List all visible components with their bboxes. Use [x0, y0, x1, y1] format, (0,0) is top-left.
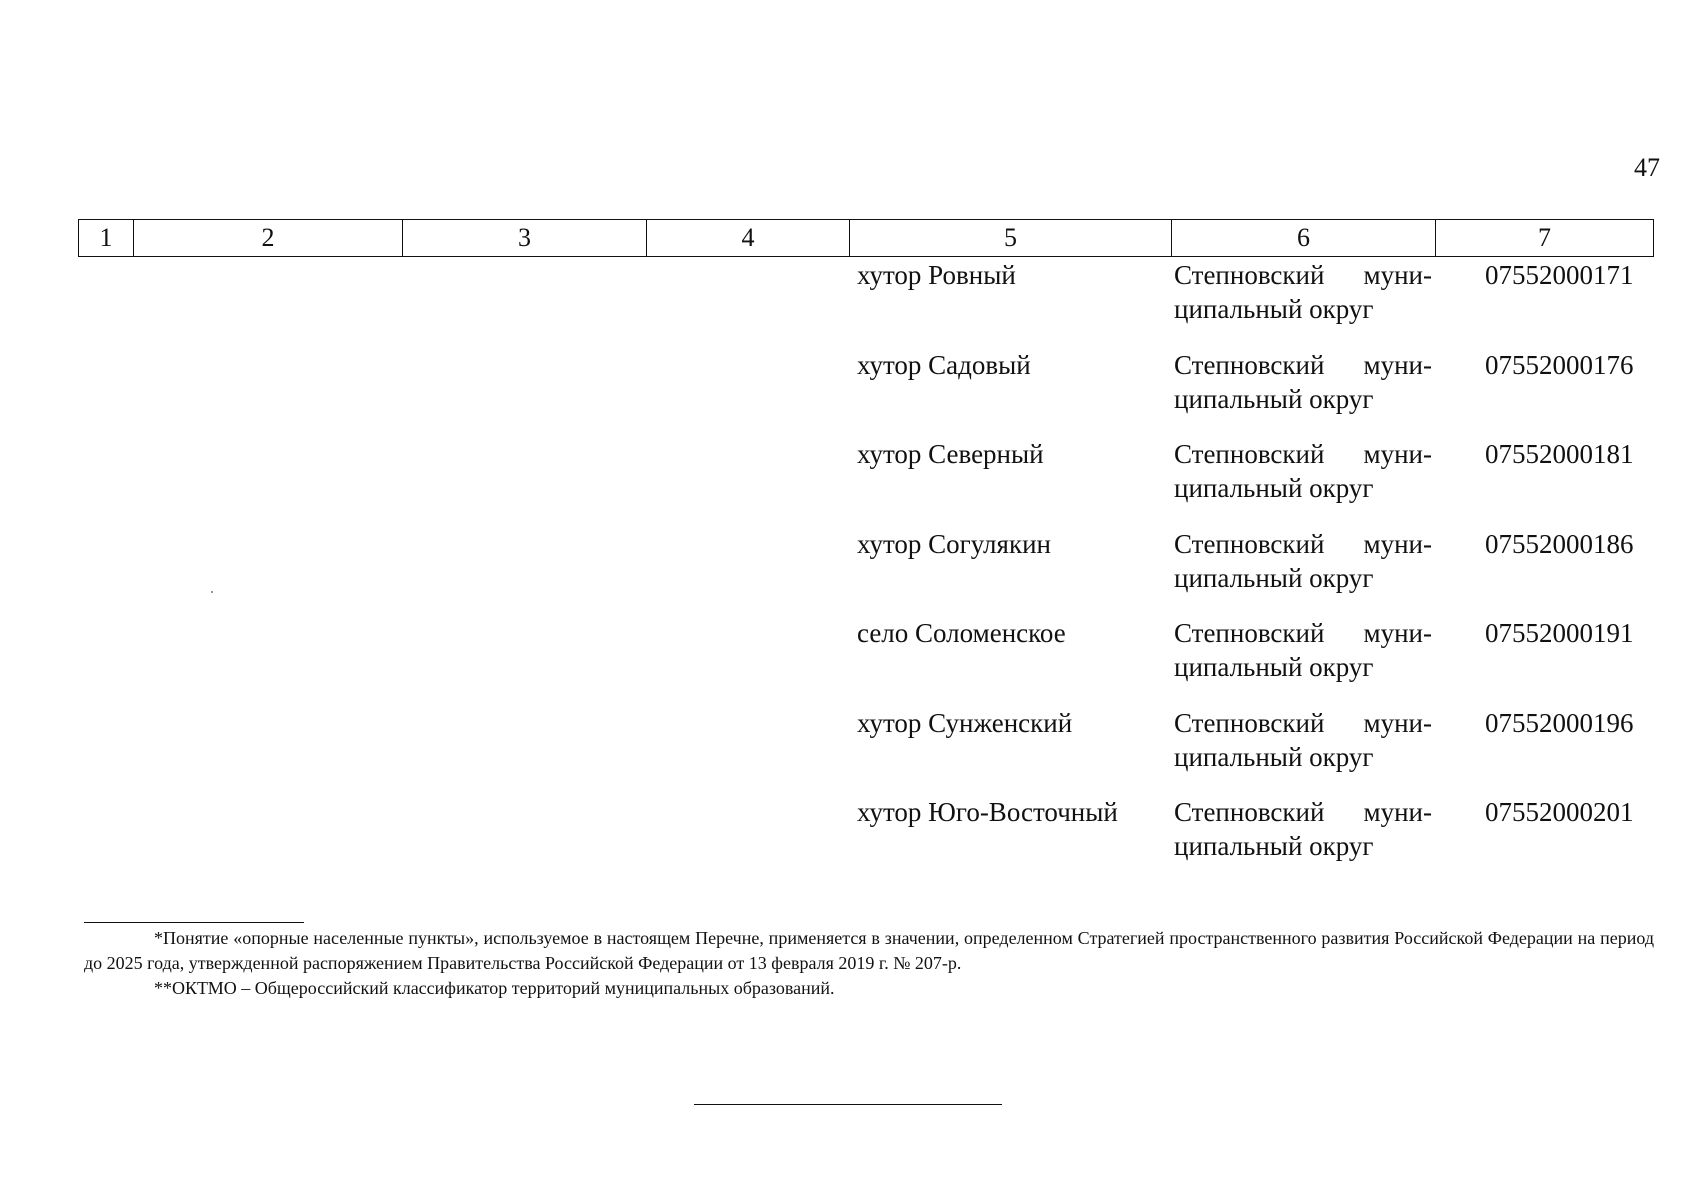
column-header-1: 1: [79, 220, 134, 257]
oktmo-code: 07552000191: [1485, 618, 1634, 648]
settlement-name: хутор Юго-Восточный: [857, 797, 1118, 827]
oktmo-code: 07552000176: [1485, 349, 1634, 380]
column-header-4: 4: [647, 220, 850, 257]
settlement-name: хутор Сунженский: [857, 707, 1073, 738]
settlement-name: хутор Согулякин: [857, 528, 1051, 559]
footnote-divider: [84, 922, 304, 923]
district-name: Степновский муни- ципальный округ: [1174, 260, 1432, 324]
settlement-list: [0, 258, 1694, 885]
column-header-7: 7: [1436, 220, 1654, 257]
oktmo-code: 07552000196: [1485, 707, 1634, 738]
settlement-name: хутор Садовый: [857, 349, 1031, 380]
settlement-name: хутор Северный: [857, 439, 1044, 469]
oktmo-code: 07552000181: [1485, 439, 1634, 469]
table-row: [0, 437, 1694, 527]
settlement-name: хутор Ровный: [857, 260, 1016, 290]
settlement-name: село Соломенское: [857, 618, 1066, 648]
column-header-3: 3: [403, 220, 647, 257]
table-row: [0, 795, 1694, 885]
footnote-2: **ОКТМО – Общероссийский классификатор территорий муниципальных образований.: [154, 978, 835, 998]
column-header-row: [78, 219, 1654, 257]
oktmo-code: 07552000171: [1485, 260, 1634, 290]
column-header-2: 2: [134, 220, 403, 257]
district-name: Степновский муни- ципальный округ: [1174, 528, 1432, 593]
scan-speck: [211, 591, 213, 593]
district-name: Степновский муни- ципальный округ: [1174, 349, 1432, 414]
table-row: [0, 616, 1694, 706]
page-number: 47: [1634, 153, 1660, 182]
end-divider: [694, 1104, 1002, 1105]
table-row: [0, 706, 1694, 796]
column-header-5: 5: [850, 220, 1172, 257]
footnote-1: *Понятие «опорные населенные пункты», используемое в настоящем Перечне, применяется в значении, определенном Стратегией пространственного развития Российской Федерации на период до 2025 года, утвержденной распоряжением Правительства Российской Федерации от 13 февраля 2019 г. № 207-р.: [84, 928, 1654, 973]
table-row: [0, 258, 1694, 348]
district-name: Степновский муни- ципальный округ: [1174, 618, 1432, 682]
footnotes: [84, 926, 1654, 1001]
district-name: Степновский муни- ципальный округ: [1174, 797, 1432, 861]
oktmo-code: 07552000186: [1485, 528, 1634, 559]
table-row: [0, 527, 1694, 617]
column-header-6: 6: [1172, 220, 1436, 257]
table-row: [0, 348, 1694, 438]
oktmo-code: 07552000201: [1485, 797, 1634, 827]
district-name: Степновский муни- ципальный округ: [1174, 707, 1432, 772]
district-name: Степновский муни- ципальный округ: [1174, 439, 1432, 503]
